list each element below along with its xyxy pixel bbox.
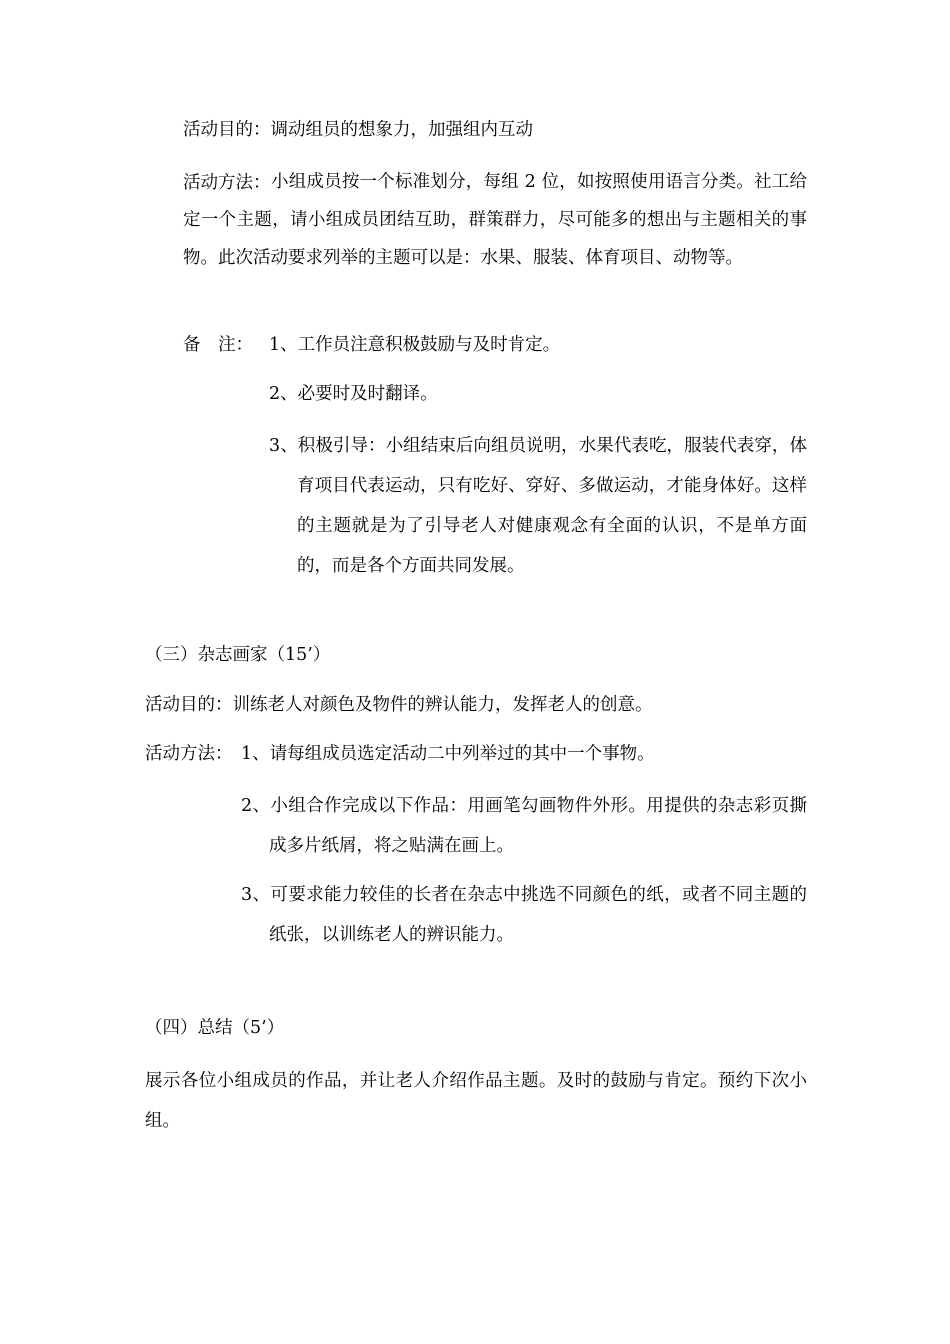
section3-method-label: 活动方法： [145,744,233,764]
note-item-2: 2、必要时及时翻译。 [269,384,438,404]
activity-purpose: 活动目的：调动组员的想象力，加强组内互动 [183,120,533,140]
section3-step-2: 2、小组合作完成以下作品：用画笔勾画物件外形。用提供的杂志彩页撕成多片纸屑，将之贴满在画上。 [241,796,807,856]
note-item-3: 3、积极引导：小组结束后向组员说明，水果代表吃，服装代表穿，体育项目代表运动，只有吃好、穿好、多做运动，才能身体好。这样的主题就是为了引导老人对健康观念有全面的认识，不是单方面的，而是各个方面共同发展。 [269,436,807,576]
section4-text: 展示各位小组成员的作品，并让老人介绍作品主题。及时的鼓励与肯定。预约下次小组。 [145,1071,807,1131]
activity-method-label: 活动方法： [183,173,271,193]
note-label: 备 注： [183,335,253,355]
section3-step-1: 1、请每组成员选定活动二中列举过的其中一个事物。 [241,744,655,764]
section3-title: （三）杂志画家（15’） [145,645,331,665]
note-item-1: 1、工作员注意积极鼓励与及时肯定。 [269,335,561,355]
section4-title: （四）总结（5’） [145,1018,285,1038]
section3-step-3: 3、可要求能力较佳的长者在杂志中挑选不同颜色的纸，或者不同主题的纸张，以训练老人的辨识能力。 [241,885,807,945]
activity-method-text: 小组成员按一个标准划分，每组 2 位，如按照使用语言分类。社工给定一个主题，请小组成员团结互助，群策群力，尽可能多的想出与主题相关的事物。此次活动要求列举的主题可以是：水果、服装、体育项目、动物等。 [183,172,807,268]
section3-purpose: 活动目的：训练老人对颜色及物件的辨认能力，发挥老人的创意。 [145,695,653,715]
